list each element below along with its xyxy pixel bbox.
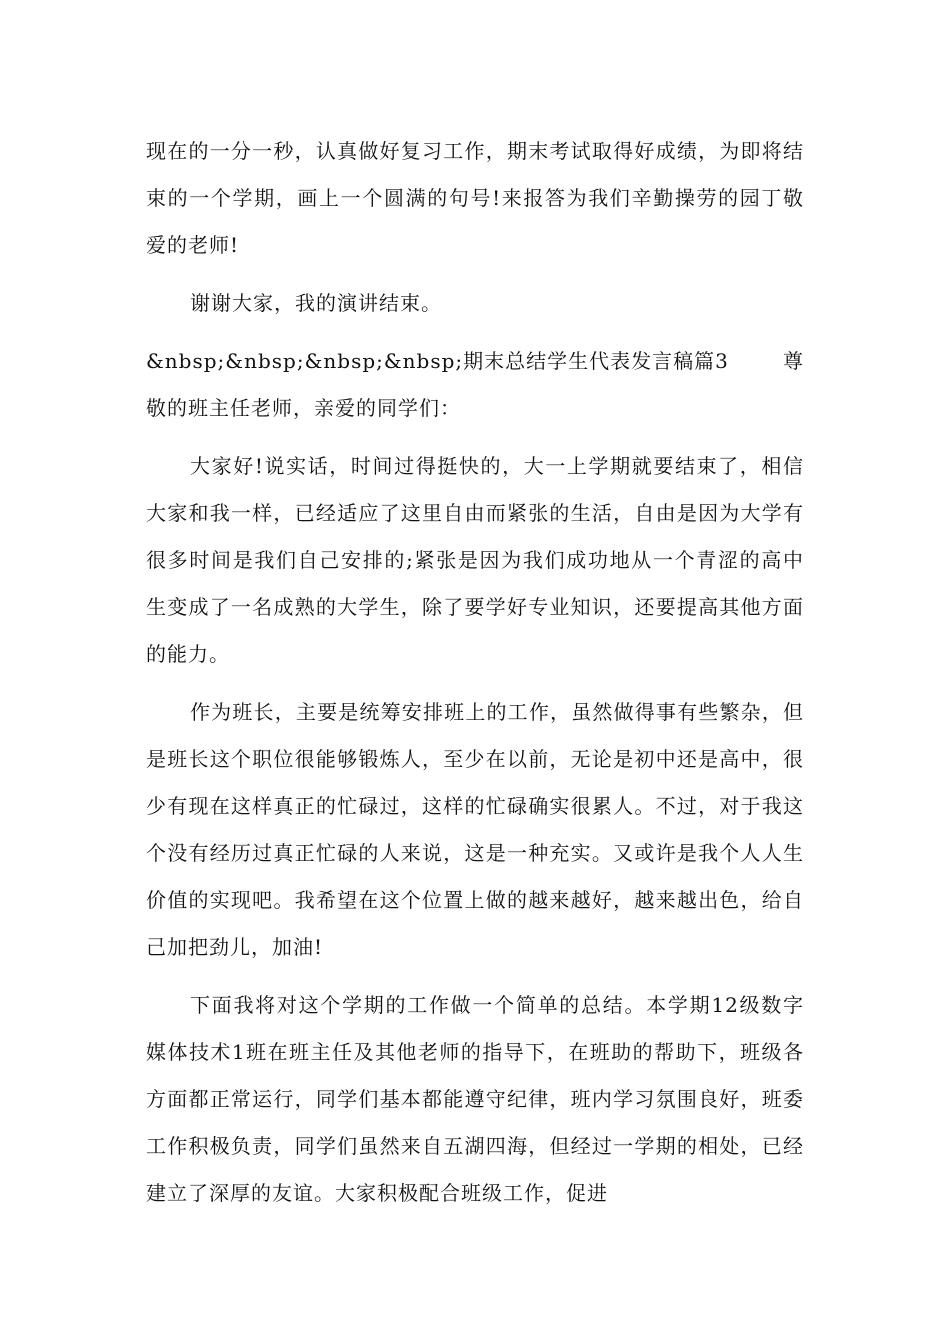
paragraph-thanks: 谢谢大家，我的演讲结束。	[190, 291, 442, 315]
paragraph-greeting: 大家好!说实话，时间过得挺快的，大一上学期就要结束了，相信大家和我一样，已经适应了这里自由而紧张的生活，自由是因为大学有很多时间是我们自己安排的;紧张是因为我们成功地从一个青涩的高中生变成了一名成熟的大学生，除了要学好专业知识，还要提高其他方面的能力。	[146, 454, 804, 666]
paragraph-monitor-role: 作为班长，主要是统筹安排班上的工作，虽然做得事有些繁杂，但是班长这个职位很能够锻炼人，至少在以前，无论是初中还是高中，很少有现在这样真正的忙碌过，这样的忙碌确实很累人。不过，对于我这个没有经历过真正忙碌的人来说，这是一种充实。又或许是我个人人生价值的实现吧。我希望在这个位置上做的越来越好，越来越出色，给自己加把劲儿，加油!	[146, 700, 804, 959]
section-heading-tail: 尊	[783, 349, 804, 373]
section-heading-continuation: 敬的班主任老师，亲爱的同学们：	[146, 396, 461, 420]
section-heading	[146, 338, 804, 385]
paragraph-semester-summary: 下面我将对这个学期的工作做一个简单的总结。本学期12级数字媒体技术1班在班主任及其他老师的指导下，在班助的帮助下，班级各方面都正常运行，同学们基本都能遵守纪律，班内学习氛围良好，班委工作积极负责，同学们虽然来自五湖四海，但经过一学期的相处，已经建立了深厚的友谊。大家积极配合班级工作，促进	[146, 993, 804, 1205]
section-heading-title: &nbsp;&nbsp;&nbsp;&nbsp;期末总结学生代表发言稿篇3	[146, 349, 729, 373]
document-body	[146, 128, 804, 1228]
paragraph-closing-remarks: 现在的一分一秒，认真做好复习工作，期末考试取得好成绩，为即将结束的一个学期，画上一个圆满的句号!来报答为我们辛勤操劳的园丁敬爱的老师!	[146, 139, 804, 257]
